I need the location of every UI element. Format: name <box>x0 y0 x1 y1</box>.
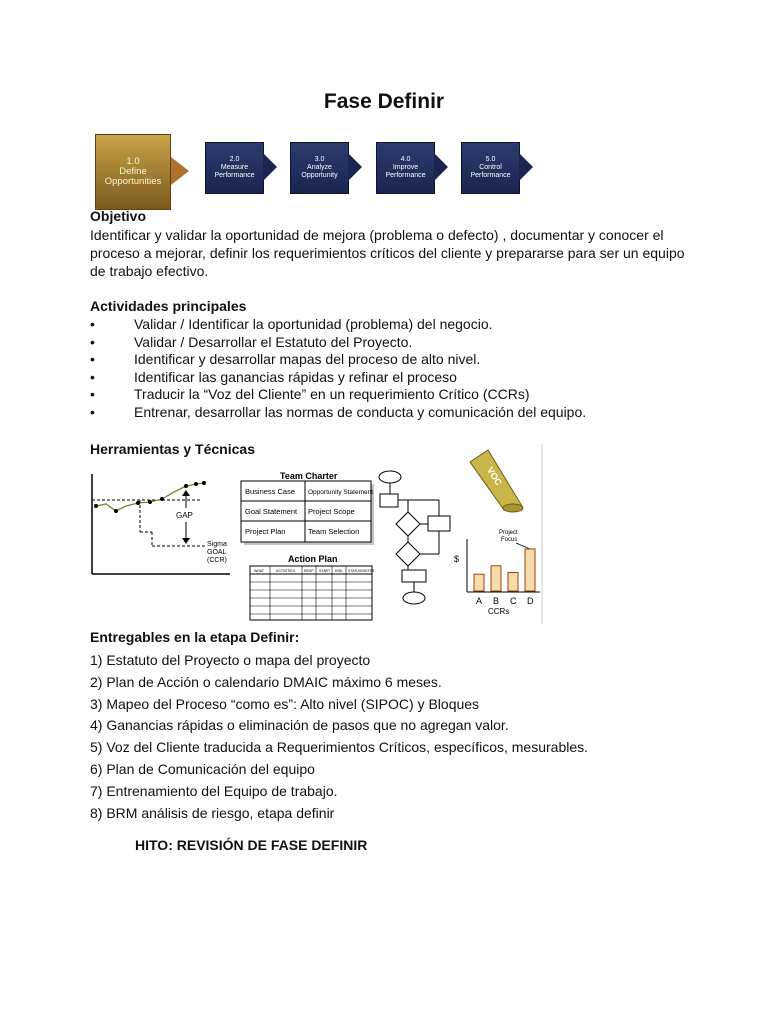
ccr-bar <box>474 574 484 591</box>
ccr-focus-label: Project <box>499 530 518 536</box>
charter-cell: Team Selection <box>308 527 360 536</box>
flow-step-measure <box>205 142 264 194</box>
objetivo-text: Identificar y validar la oportunidad de mejora (problema o defecto) , documentar y conocer el proceso a mejorar, definir los requerimientos críticos del cliente y prepararse para ser un equipo de trabajo efectivo. <box>90 227 685 279</box>
list-item-text: Validar / Desarrollar el Estatuto del Proyecto. <box>134 333 413 350</box>
flow-step-line1: Improve <box>392 164 419 171</box>
charter-cell: Project Plan <box>245 527 286 536</box>
flow-step-improve <box>376 142 435 194</box>
team-charter <box>241 471 374 545</box>
flow-step-number: 4.0 <box>400 156 411 163</box>
actividades-heading: Actividades principales <box>90 298 247 314</box>
list-item-text: Identificar y desarrollar mapas del proceso de alto nivel. <box>134 351 481 367</box>
flow-step-line2: Opportunities <box>104 176 162 187</box>
charter-cell: Business Case <box>245 487 296 496</box>
list-item: 2) Plan de Acción o calendario DMAIC máximo 6 meses. <box>90 673 442 690</box>
flow-step-number: 1.0 <box>126 156 140 167</box>
flow-step-line1: Define <box>119 166 147 177</box>
ccr-focus-label: Focus <box>501 537 518 543</box>
list-item: 4) Ganancias rápidas o eliminación de pasos que no agregan valor. <box>90 717 509 734</box>
actividades-list <box>90 316 586 421</box>
flow-step-control <box>461 142 520 194</box>
ccr-bar <box>491 566 501 591</box>
list-item-text: Traducir la “Voz del Cliente” en un requerimiento Crítico (CCRs) <box>134 386 530 402</box>
ccr-tick-label: B <box>493 596 500 606</box>
entregables-heading: Entregables en la etapa Definir: <box>90 629 300 645</box>
ccr-tick-label: A <box>476 596 483 606</box>
list-item <box>90 316 586 334</box>
flow-step-line2: Opportunity <box>301 172 338 179</box>
charter-cell: Goal Statement <box>245 507 298 516</box>
ccr-dollar-label: $ <box>454 554 460 564</box>
bullet: • <box>90 351 95 367</box>
list-item: 7) Entrenamiento del Equipo de trabajo. <box>90 782 338 799</box>
flow-arrow-icon <box>519 153 533 181</box>
charter-cell: Project Scope <box>308 507 355 516</box>
dmaic-process-flow <box>95 134 555 210</box>
sigma-label-1: Sigma <box>207 541 227 548</box>
list-item <box>90 369 586 387</box>
action-plan-col: STATUS/NOTES <box>348 569 375 573</box>
list-item <box>90 334 586 352</box>
bullet: • <box>90 386 95 402</box>
ccr-bar <box>525 549 535 591</box>
list-item: 3) Mapeo del Proceso “como es”: Alto nivel (SIPOC) y Bloques <box>90 695 480 712</box>
list-item-text: Identificar las ganancias rápidas y refinar el proceso <box>134 368 457 385</box>
tools-illustration <box>90 444 545 626</box>
flow-step-number: 3.0 <box>314 156 325 163</box>
list-item: 5) Voz del Cliente traducida a Requerimientos Críticos, específicos, mesurables. <box>90 739 589 756</box>
bullet: • <box>90 316 95 332</box>
action-plan-title: Action Plan <box>288 554 338 564</box>
flow-step-number: 2.0 <box>229 156 240 163</box>
flow-step-number: 5.0 <box>485 156 496 163</box>
gap-label: GAP <box>176 511 193 520</box>
flow-step-line1: Measure <box>220 164 249 171</box>
objetivo-heading: Objetivo <box>90 208 147 224</box>
list-item-text: Entrenar, desarrollar las normas de conducta y comunicación del equipo. <box>134 403 587 420</box>
gap-chart <box>92 474 230 574</box>
bullet: • <box>90 333 95 350</box>
flow-step-line2: Performance <box>214 172 255 179</box>
list-item <box>90 404 586 422</box>
flow-arrow-icon <box>348 153 362 181</box>
flow-step-line2: Performance <box>385 172 426 179</box>
voc-label: VOC <box>485 465 504 488</box>
action-plan-col: ACTIVITIES <box>276 569 296 573</box>
list-item: 8) BRM análisis de riesgo, etapa definir <box>90 804 335 821</box>
flow-arrow-icon <box>434 153 448 181</box>
process-flowchart <box>379 471 450 604</box>
herramientas-heading: Herramientas y Técnicas <box>90 441 255 457</box>
ccr-tick-label: C <box>510 596 517 606</box>
entregables-list <box>90 650 588 824</box>
flow-step-define <box>95 134 171 210</box>
action-plan-col: WHAT <box>254 569 265 573</box>
sigma-label-3: (CCR) <box>207 557 227 564</box>
list-item: 1) Estatuto del Proyecto o mapa del proyecto <box>90 652 371 668</box>
milestone-heading: HITO: REVISIÓN DE FASE DEFINIR <box>135 837 368 853</box>
action-plan-col: RESP <box>304 569 314 573</box>
list-item-text: Validar / Identificar la oportunidad (problema) del negocio. <box>134 316 493 332</box>
team-charter-title: Team Charter <box>280 471 338 481</box>
page-title: Fase Definir <box>323 90 445 113</box>
sigma-label-2: GOAL <box>207 549 227 556</box>
charter-cell: Opportunity Statement <box>308 489 374 496</box>
ccr-tick-label: D <box>527 596 534 606</box>
flow-step-line1: Analyze <box>307 164 332 171</box>
list-item <box>90 386 586 404</box>
list-item <box>90 351 586 369</box>
action-plan-col: END <box>335 569 343 573</box>
action-plan-col: START <box>319 569 331 573</box>
ccr-xlabel: CCRs <box>488 607 510 616</box>
bullet: • <box>90 403 95 420</box>
flow-step-line1: Control <box>479 164 502 171</box>
list-item: 6) Plan de Comunicación del equipo <box>90 760 315 777</box>
bullet: • <box>90 368 95 385</box>
flow-step-analyze <box>290 142 349 194</box>
ccr-bar-chart <box>454 530 540 616</box>
voc-megaphone-icon <box>470 450 523 512</box>
flow-step-line2: Performance <box>470 172 511 179</box>
flow-arrow-icon <box>263 153 277 181</box>
flow-arrow-icon <box>171 157 189 185</box>
action-plan <box>250 554 375 620</box>
ccr-bar <box>508 573 518 591</box>
